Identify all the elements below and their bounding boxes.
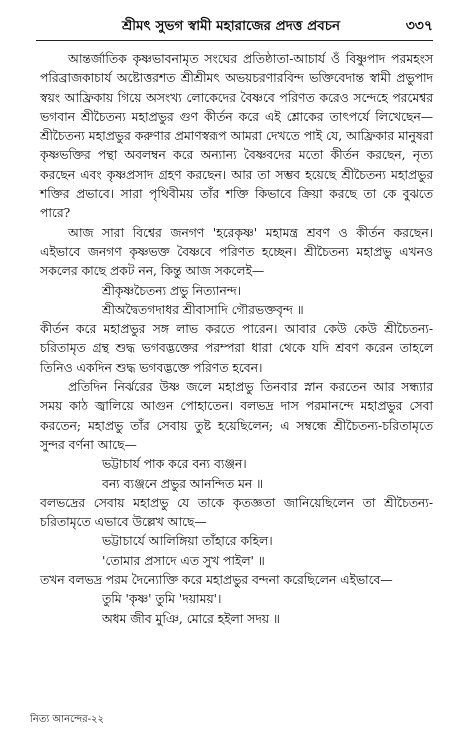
text-line: বলভদ্রের সেবায় মহাপ্রভু যে তাকে কৃতজ্ঞতা জানিয়েছিলেন তা শ্রীচৈতন্য- [40,495,433,510]
page-body [40,50,433,629]
page-footer-signature: নিত্য আনন্দের-২২ [30,714,104,725]
verse-line: শ্রীকৃষ্ণচৈতন্য প্রভু নিত্যানন্দ। [102,283,241,298]
text-line: শ্রীচৈতন্য-চরিতামৃত গ্রন্থ শুদ্ধ ভগবদ্ভক্তের পরম্পরা ধারা থেকে যদি শ্রবণ [40,322,433,356]
text-line: সম্ভব হয়েছে শ্রীচৈতন্য মহাপ্রভুর শক্তির প্রভাবে। সারা পৃথিবীময় তাঁর শক্তি [40,167,433,202]
paragraph-5 [40,494,433,533]
paragraph-4 [40,378,433,455]
text-line: কীর্তন করে মহাপ্রভুর সঙ্গ লাভ করতে পারেন। আবার কেউ কেউ [40,322,377,337]
verse-1 [102,282,433,321]
page-number: ৩৩৭ [405,18,433,34]
text-line: করতেন; মহাপ্রভু তাঁর সেবায় তুষ্ট হয়েছিলেন; এ সম্বন্ধে শ্রীচৈতন্য-চরিতামৃতে [40,418,433,433]
verse-line: বন্য ব্যঞ্জনে প্রভুর আনন্দিত মন ॥ [102,476,264,491]
header-divider [36,40,433,41]
verse-2 [102,455,433,494]
verse-line: শ্রীঅদ্বৈতগদাধর শ্রীবাসাদি গৌরভক্তবৃন্দ ॥ [102,302,304,317]
text-line: স্বামী প্রভুপাদ স্বয়ং আফ্রিকায় গিয়ে অসংখ্য লোকেদের বৈষ্ণবে পরিণত করেও [40,71,433,105]
verse-line: অধম জীব মুঞি, মোরে হইলা সদয় ॥ [102,611,280,626]
page-header [36,14,433,38]
text-line: আজ সারা বিশ্বের জনগণ 'হরেকৃষ্ণ' মহামন্ত্র শ্রবণ ও কীর্তন করছেন। [68,225,433,240]
text-line: সকলের কাছে প্রকট নন, কিন্তু আজ সকলেই— [40,264,265,279]
verse-line: ভট্টাচার্য পাক করে বন্য ব্যঞ্জন। [102,457,247,472]
text-line: সন্দেহে পরমেশ্বর ভগবান শ্রীচৈতন্য মহাপ্রভুর গুণ কীর্তন করে এই শ্লোকের [40,90,433,124]
text-line: পরমহংস পরিব্রাজকাচার্য অষ্টোত্তরশত শ্রীশ্রীমৎ অভয়চরণারবিন্দ ভক্তিবেদান্ত [40,52,433,86]
text-line: আন্তর্জাতিক কৃষ্ণভাবনামৃত সংঘের প্রতিষ্ঠাতা-আচার্য ওঁ বিষ্ণুপাদ [68,52,386,66]
verse-line: 'তোমার প্রসাদে এত সুখ পাইল' ॥ [102,553,265,568]
text-line: মতো কীর্তন করছেন, নৃত্য করছেন এবং কৃষ্ণপ্রসাদ গ্রহণ করছেন। আর তা [40,148,433,182]
text-line: চরিতামৃতে এভাবে উল্লেখ আছে— [40,515,207,530]
text-line: সুন্দর বর্ণনা আছে— [40,437,137,452]
paragraph-1 [40,50,433,224]
verse-line: ভট্টাচার্যে আলিঙ্গিয়া তাঁহারে কহিল। [102,534,273,549]
text-line: কিভাবে ক্রিয়া করছে তা কে বুঝতে পারে? [40,187,433,221]
verse-line: তুমি 'কৃষ্ণ' তুমি 'দয়াময়'। [102,592,222,607]
text-line: তাৎপর্যে লিখেছেন—শ্রীচৈতন্য মহাপ্রভুর করুণার প্রমাণস্বরূপ আমরা দেখতে [40,109,433,144]
paragraph-2 [40,224,433,282]
text-line: পাই যে, আফ্রিকার মানুষরা কৃষ্ণভক্তির পন্থা অবলম্বন করে অন্যান্য বৈষ্ণবদের [40,129,433,163]
text-line: প্রতিদিন নির্ঝরের উষ্ণ জলে মহাপ্রভু তিনবার স্নান করতেন আর সন্ধ্যার [68,380,433,395]
running-title: শ্রীমৎ সুভগ স্বামী মহারাজের প্রদত্ত প্রবচন [122,17,341,34]
text-line: এইভাবে জনগণ কৃষ্ণভক্ত বৈষ্ণবে পরিণত হচ্ছেন। শ্রীচৈতন্য মহাপ্রভু এখনও [40,244,433,259]
verse-3 [102,532,433,571]
text-line: তখন বলভদ্র পরম দৈন্যোক্তি করে মহাপ্রভুর বন্দনা করেছিলেন [40,573,337,588]
text-line: করেন তাহলে তিনিও একদিন শুদ্ধ ভগবদ্ভক্তে পরিণত হবেন। [40,341,433,375]
paragraph-6 [40,571,433,590]
text-line: সময় কাঠ জ্বালিয়ে আগুন পোহাতেন। বলভদ্র দাস পরমানন্দে মহাপ্রভুর সেবা [40,399,433,414]
text-line: এইভাবে— [340,573,393,588]
paragraph-3 [40,320,433,378]
verse-4 [102,590,433,629]
